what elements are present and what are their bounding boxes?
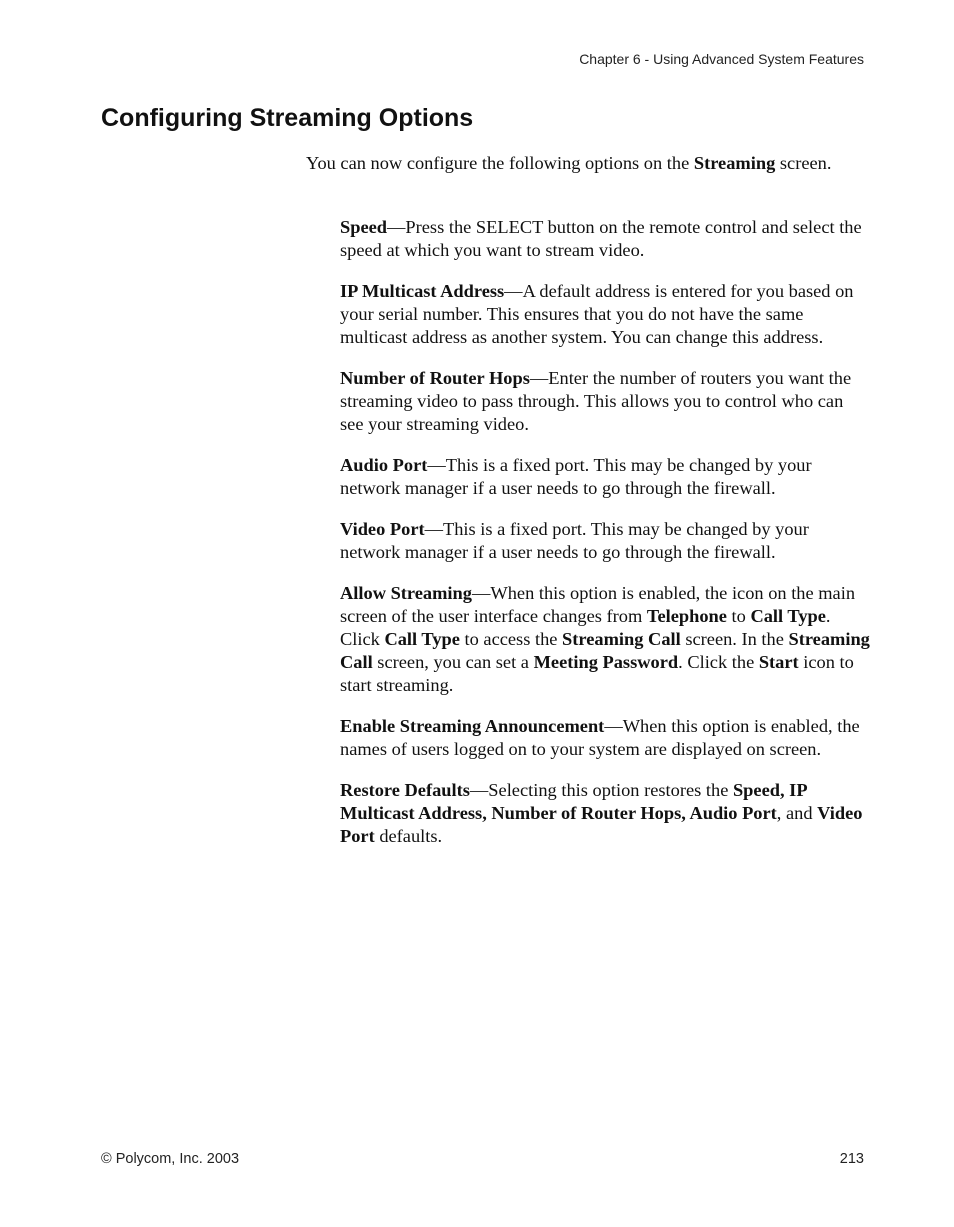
option-term: Speed <box>340 217 388 237</box>
option-text: screen, you can set a <box>372 652 534 672</box>
running-header: Chapter 6 - Using Advanced System Features <box>579 51 864 67</box>
option-text: —When this option is enabled, the icon on the main screen of the user interface changes from <box>340 583 856 626</box>
option-item <box>340 280 870 349</box>
option-item <box>340 779 870 848</box>
option-item <box>340 715 870 761</box>
footer-copyright: © Polycom, Inc. 2003 <box>101 1151 240 1167</box>
option-text: to <box>726 606 751 626</box>
options-list <box>340 216 870 866</box>
option-item <box>340 518 870 564</box>
option-item <box>340 367 870 436</box>
page-number: 213 <box>839 1151 864 1167</box>
option-term: Call Type <box>750 606 826 626</box>
option-term: Restore Defaults <box>340 780 470 800</box>
option-term: Telephone <box>646 606 727 626</box>
intro-bold: Streaming <box>693 153 776 173</box>
option-term: Allow Streaming <box>340 583 472 603</box>
page-title: Configuring Streaming Options <box>101 104 474 132</box>
option-text: defaults. <box>374 826 443 846</box>
option-term: IP Multicast Address <box>340 281 505 301</box>
option-term: Video Port <box>340 519 425 539</box>
option-text: icon to start streaming. <box>340 652 854 695</box>
option-term: Number of Router Hops <box>340 368 530 388</box>
option-text: . Click the <box>678 652 759 672</box>
option-text: , and <box>776 803 818 823</box>
intro-text: You can now configure the following options on the <box>306 153 694 173</box>
option-text: —Press the SELECT button on the remote control and select the speed at which you want to stream video. <box>340 217 862 260</box>
option-term: Speed, IP Multicast Address, Number of Router Hops, Audio Port <box>340 780 807 823</box>
option-term: Audio Port <box>340 455 428 475</box>
option-text: screen. In the <box>680 629 789 649</box>
option-item <box>340 454 870 500</box>
option-text: —A default address is entered for you based on your serial number. This ensures that you do not have the same multicast address as another system. You can change this address. <box>340 281 854 347</box>
option-term: Streaming Call <box>562 629 681 649</box>
option-text: . Click <box>340 606 831 649</box>
option-term: Video Port <box>340 803 863 846</box>
option-term: Streaming Call <box>340 629 870 672</box>
option-text: —Selecting this option restores the <box>469 780 733 800</box>
option-term: Start <box>758 652 799 672</box>
option-term: Enable Streaming Announcement <box>340 716 605 736</box>
option-text: —This is a fixed port. This may be changed by your network manager if a user needs to go through the firewall. <box>340 519 809 562</box>
option-text: —When this option is enabled, the names of users logged on to your system are displayed on screen. <box>340 716 860 759</box>
option-text: to access the <box>459 629 563 649</box>
intro-paragraph <box>306 152 866 175</box>
intro-text-end: screen. <box>775 153 832 173</box>
option-term: Meeting Password <box>533 652 679 672</box>
option-text: —This is a fixed port. This may be changed by your network manager if a user needs to go through the firewall. <box>340 455 812 498</box>
option-term: Call Type <box>384 629 460 649</box>
option-text: —Enter the number of routers you want the streaming video to pass through. This allows you to control who can see your streaming video. <box>340 368 852 434</box>
option-item <box>340 216 870 262</box>
option-item <box>340 582 870 697</box>
